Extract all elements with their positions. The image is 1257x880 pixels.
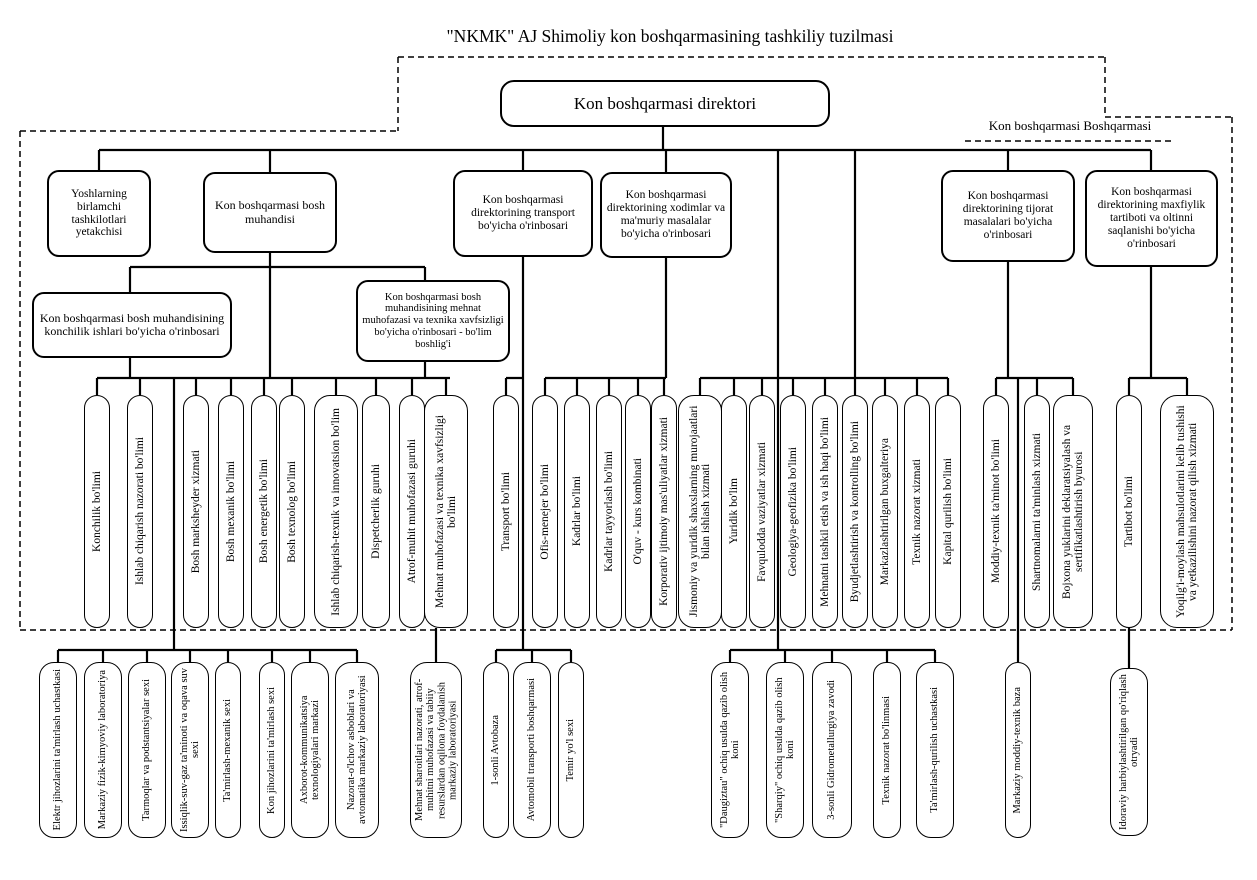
unit-elektr-jihozlari-tamirlash: Elektr jihozlarini ta'mirlash uchastkasi [39,662,77,838]
unit-tartibot-bolimi: Tartibot bo'limi [1116,395,1142,628]
box-bosh-muhandis: Kon boshqarmasi bosh muhandisi [203,172,337,253]
unit-transport-bolimi: Transport bo'limi [493,395,519,628]
unit-issiqlik-suv-gaz: Issiqlik-suv-gaz ta'minoti va oqava suv sexi [171,662,209,838]
unit-buxgalteriya: Markazlashtirilgan buxgalteriya [872,395,898,628]
box-yoshlar-yetakchisi: Yoshlarning birlamchi tashkilotlari yetakchisi [47,170,151,257]
unit-mehnatni-tashkil: Mehnatni tashkil etish va ish haqi bo'limi [812,395,838,628]
unit-mehnat-sharoitlari-laboratoriya: Mehnat sharoitlari nazorati, atrof-muhitni muhofazasi va tabiiy resurslardan oqilona foydalanish markaziy laboratoriyasi [410,662,462,838]
unit-ofis-menejer: Ofis-menejer bo'limi [532,395,558,628]
unit-ishlab-texnik-innovatsion: Ishlab chiqarish-texnik va innovatsion bo'lim [314,395,358,628]
unit-korporativ-ijtimoiy: Korporativ ijtimoiy mas'uliyatlar xizmati [651,395,677,628]
unit-oquv-kurs: O'quv - kurs kombinati [625,395,651,628]
unit-avtomobil-transporti: Avtomobil transporti boshqarmasi [513,662,551,838]
unit-bojxona-byurosi: Bojxona yuklarini deklaratsiyalash va sertifikatlashtirish byurosi [1053,395,1093,628]
chart-title: "NKMK" AJ Shimoliy kon boshqarmasining tashkiliy tuzilmasi [446,26,894,46]
unit-kadrlar: Kadrlar bo'limi [564,395,590,628]
box-mehnat-muhofazasi-orinbosari: Kon boshqarmasi bosh muhandisining mehnat muhofazasi va texnika xavfsizligi bo'yicha o'rinbosari - bo'lim boshlig'i [356,280,510,362]
unit-axborot-kommunikatsiya: Axborot-kommunikatsiya texnologiyalari markazi [291,662,329,838]
box-director [500,80,830,127]
unit-tarmoqlar-podstantsiyalar: Tarmoqlar va podstantsiyalar sexi [128,662,166,838]
unit-tamirlash-qurilish: Ta'mirlash-qurilish uchastkasi [916,662,954,838]
unit-konchilik-bolimi: Konchilik bo'limi [84,395,110,628]
unit-bosh-marksheyder: Bosh marksheyder xizmati [183,395,209,628]
unit-sharqiy-koni: "Sharqiy" ochiq usulda qazib olish koni [766,662,804,838]
unit-daugiztau-koni: "Daugiztau" ochiq usulda qazib olish koni [711,662,749,838]
unit-byudjetlashtirish: Byudjetlashtirish va kontrolling bo'limi [842,395,868,628]
unit-shartnomalar: Shartnomalarni ta'minlash xizmati [1024,395,1050,628]
unit-atrof-muhit: Atrof-muhit muhofazasi guruhi [399,395,425,628]
unit-ishlab-chiqarish-nazorati: Ishlab chiqarish nazorati bo'limi [127,395,153,628]
unit-bosh-texnolog: Bosh texnolog bo'limi [279,395,305,628]
unit-kadrlar-tayyorlash: Kadrlar tayyorlash bo'limi [596,395,622,628]
unit-idoraviy-qoriqlash-otryadi: Idoraviy harbiylashtirilgan qo'riqlash otryadi [1110,668,1148,836]
unit-bosh-mexanik: Bosh mexanik bo'limi [218,395,244,628]
unit-yuridik: Yuridik bo'lim [721,395,747,628]
unit-geologiya-geofizika: Geologiya-geofizika bo'limi [780,395,806,628]
unit-temir-yol-sexi: Temir yo'l sexi [558,662,584,838]
unit-yoqilgi-moylash-xizmati: Yoqilg'i-moylash mahsulotlarini kelib tushishi va yetkazilishini nazorat qilish xizmati [1160,395,1214,628]
unit-jismoniy-yuridik-murojaatlar: Jismoniy va yuridik shaxslarning murojaatlari bilan ishlash xizmati [678,395,722,628]
director-label: Kon boshqarmasi direktori [573,93,757,113]
unit-texnik-nazorat-bolinmasi: Texnik nazorat bo'linmasi [873,662,901,838]
unit-fizik-kimyoviy-laboratoriya: Markaziy fizik-kimyoviy laboratoriya [84,662,122,838]
unit-mehnat-muhofazasi-bolimi: Mehnat muhofazasi va texnika xavfsizligi bo'limi [424,395,468,628]
unit-texnik-nazorat-xizmati: Texnik nazorat xizmati [904,395,930,628]
box-xodimlar-orinbosari: Kon boshqarmasi direktorining xodimlar va ma'muriy masalalar bo'yicha o'rinbosari [600,172,732,258]
unit-moddiy-texnik-taminot: Moddiy-texnik ta'minot bo'limi [983,395,1009,628]
unit-kon-jihozlari-tamirlash: Kon jihozlarini ta'mirlash sexi [259,662,285,838]
unit-favqulodda: Favqulodda vaziyatlar xizmati [749,395,775,628]
unit-1-sonli-avtobaza: 1-sonli Avtobaza [483,662,509,838]
unit-markaziy-moddiy-texnik-baza: Markaziy moddiy-texnik baza [1005,662,1031,838]
box-transport-orinbosari: Kon boshqarmasi direktorining transport bo'yicha o'rinbosari [453,170,593,257]
unit-gidrometallurgiya-zavodi: 3-sonli Gidrometallurgiya zavodi [812,662,852,838]
unit-kapital-qurilish: Kapital qurilish bo'limi [935,395,961,628]
box-tijorat-orinbosari: Kon boshqarmasi direktorining tijorat masalalari bo'yicha o'rinbosari [941,170,1075,262]
unit-bosh-energetik: Bosh energetik bo'limi [251,395,277,628]
unit-nazorat-olchov-laboratoriya: Nazorat-o'lchov asboblari va avtomatika markaziy laboratoriyasi [335,662,379,838]
box-maxfiylik-orinbosari: Kon boshqarmasi direktorining maxfiylik tartiboti va oltinni saqlanishi bo'yicha o'rinbosari [1085,170,1218,267]
unit-dispetcherlik: Dispetcherlik guruhi [362,395,390,628]
region-label: Kon boshqarmasi Boshqarmasi [988,118,1152,133]
box-konchilik-ishlari-orinbosari: Kon boshqarmasi bosh muhandisining konchilik ishlari bo'yicha o'rinbosari [32,292,232,358]
unit-tamirlash-mexanik: Ta'mirlash-mexanik sexi [215,662,241,838]
